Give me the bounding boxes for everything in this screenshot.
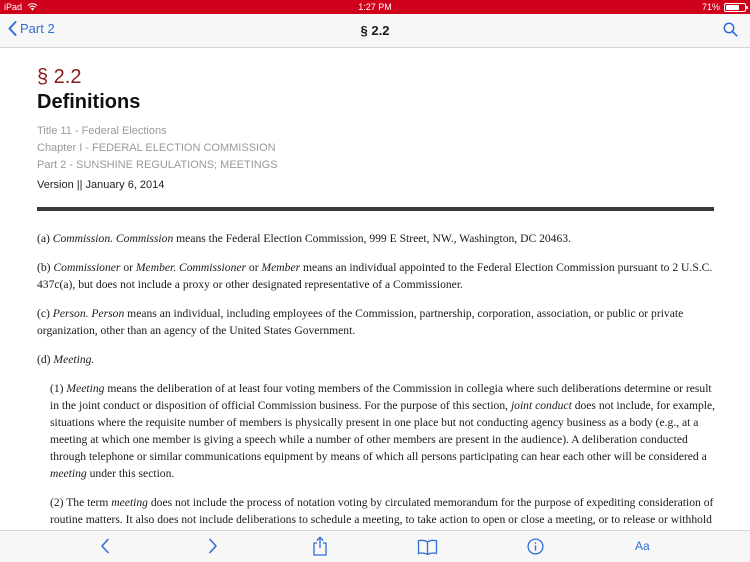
breadcrumb xyxy=(37,123,278,174)
info-icon xyxy=(527,538,544,555)
paragraph-text: means an individual, including employees of the Commission, partnership, corporation, association, or public or private organization, other than an agency of the United States Government. xyxy=(37,307,684,337)
battery-fill xyxy=(726,5,739,10)
next-section-button[interactable] xyxy=(208,538,218,554)
paragraph-prefix: (b) xyxy=(37,261,54,274)
paragraph-c xyxy=(37,305,717,339)
defined-term: Meeting. xyxy=(53,353,95,366)
defined-term: joint conduct xyxy=(510,399,572,412)
navigation-bar xyxy=(0,14,750,48)
defined-term: Commissioner xyxy=(53,261,121,274)
breadcrumb-chapter: Chapter I - FEDERAL ELECTION COMMISSION xyxy=(37,142,276,154)
version-label: Version || January 6, 2014 xyxy=(37,179,165,191)
share-icon xyxy=(312,536,328,556)
paragraph-d1 xyxy=(37,380,717,482)
search-button[interactable] xyxy=(723,22,738,42)
battery-percent: 71% xyxy=(701,2,720,12)
paragraph-prefix: (c) xyxy=(37,307,53,320)
back-button[interactable] xyxy=(8,21,55,36)
paragraph-text: or xyxy=(120,261,136,274)
search-icon xyxy=(723,22,738,37)
paragraph-prefix: (d) xyxy=(37,353,54,366)
info-button[interactable] xyxy=(527,538,544,555)
divider xyxy=(37,207,714,211)
previous-section-button[interactable] xyxy=(100,538,110,554)
breadcrumb-title: Title 11 - Federal Elections xyxy=(37,125,167,137)
status-right xyxy=(702,2,746,12)
defined-term: Member. Commissioner xyxy=(135,261,247,274)
book-icon xyxy=(417,539,438,555)
defined-term: Meeting xyxy=(66,382,105,395)
paragraph-prefix: (a) xyxy=(37,232,53,245)
regulation-text xyxy=(37,230,717,557)
paragraph-text: under this section. xyxy=(86,467,175,480)
paragraph-d xyxy=(37,351,717,368)
defined-term: Member xyxy=(261,261,301,274)
paragraph-text: or xyxy=(246,261,262,274)
paragraph-text: does not include the process of notation voting by circulated memorandum for the purpose of expediting consideration of routine matters. It also does not include deliberations to schedule a meeting, to take action to open or close a meeting, or to release or withhold xyxy=(50,496,714,526)
forward-arrow-icon xyxy=(208,538,218,554)
back-button-label: Part 2 xyxy=(20,21,55,36)
battery-icon xyxy=(724,3,746,12)
paragraph-text: means the deliberation of at least four voting members of the Commission in collegia where such deliberations determine or result in the joint conduct or disposition of official Commission business. For the purpose of this section, xyxy=(50,382,712,412)
share-button[interactable] xyxy=(312,536,328,556)
breadcrumb-part: Part 2 - SUNSHINE REGULATIONS; MEETINGS xyxy=(37,159,278,171)
chevron-left-icon xyxy=(8,21,17,36)
paragraph-text: does not include, for example, situations where the requisite number of members is physically present in one place but not conducting agency business as a body (e.g., at a meeting at which one member is giving a speech while a number of other members are present in the audience). A deliberation conducted through telephone or similar communications equipment by means of which all persons participating can hear each other will be considered a xyxy=(50,399,716,463)
paragraph-b xyxy=(37,259,717,293)
bottom-toolbar xyxy=(0,530,750,562)
back-arrow-icon xyxy=(100,538,110,554)
defined-term: Person. Person xyxy=(52,307,125,320)
paragraph-a xyxy=(37,230,717,247)
status-bar xyxy=(0,0,750,14)
font-size-button[interactable]: Aa xyxy=(635,539,650,553)
paragraph-prefix: (1) xyxy=(50,382,67,395)
defined-term: meeting xyxy=(111,496,148,509)
defined-term: Commission. Commission xyxy=(52,232,174,245)
document-content[interactable] xyxy=(0,48,750,530)
paragraph-text: means an individual appointed to the Federal Election Commission pursuant to 2 U.S.C. 437c(a), but does not include a proxy or other designated representative of a Commissioner. xyxy=(37,261,713,291)
section-number: § 2.2 xyxy=(37,66,82,88)
section-title: Definitions xyxy=(37,91,141,113)
status-time: 1:27 PM xyxy=(358,2,392,12)
defined-term: meeting xyxy=(50,467,87,480)
nav-title: § 2.2 xyxy=(360,23,390,38)
device-name: iPad xyxy=(4,2,23,12)
paragraph-text: means the Federal Election Commission, 999 E Street, NW., Washington, DC 20463. xyxy=(173,232,571,245)
bookmarks-button[interactable] xyxy=(417,539,438,555)
paragraph-prefix: (2) The term xyxy=(50,496,112,509)
